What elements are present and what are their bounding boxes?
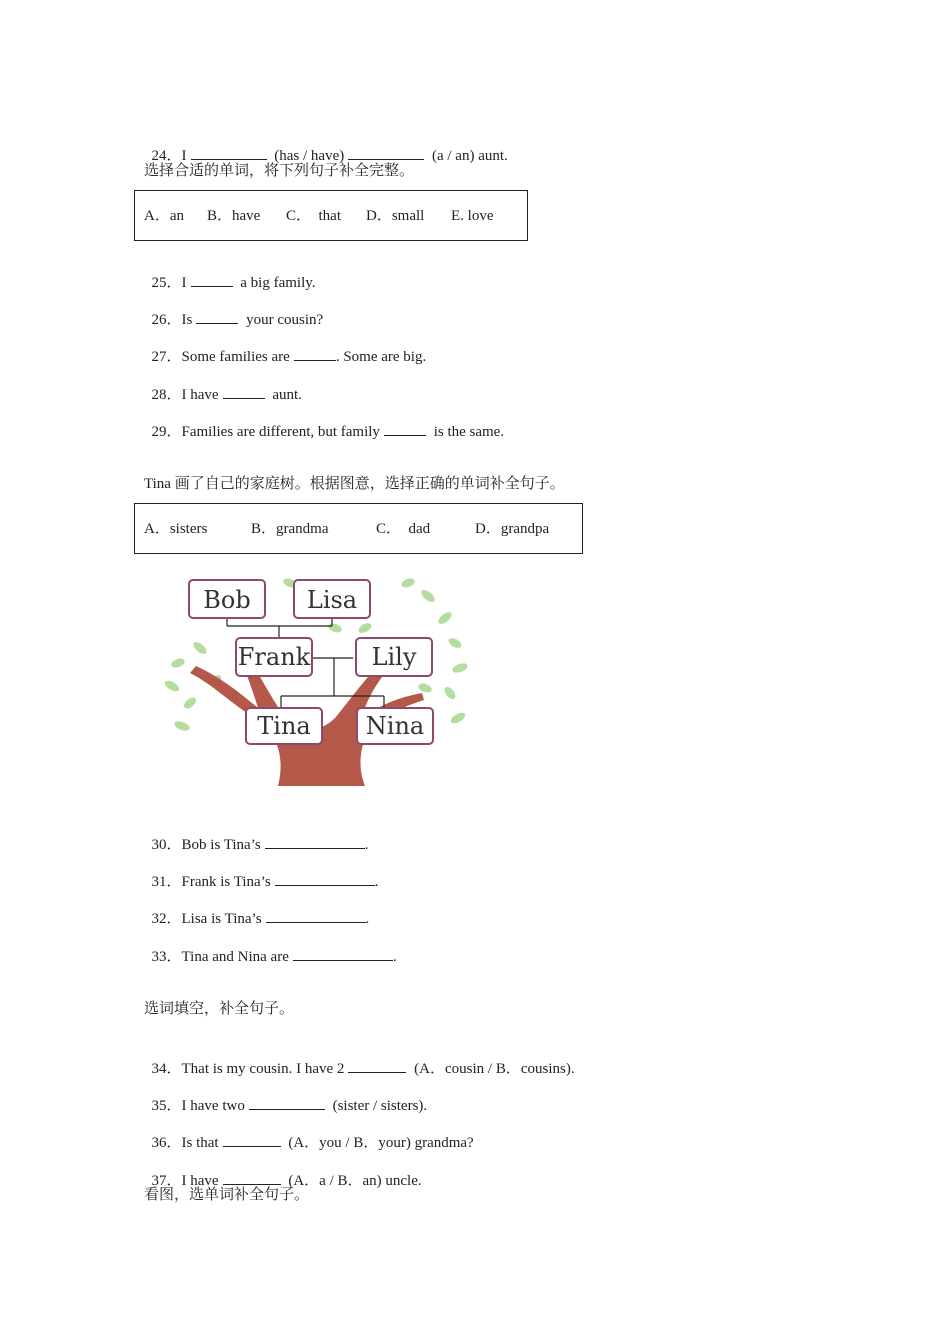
- question-26: 26．Is your cousin?: [144, 288, 323, 330]
- question-30: 30．Bob is Tina’s .: [144, 813, 368, 855]
- option-b: B．grandma: [251, 521, 329, 537]
- answer-blank[interactable]: [348, 144, 424, 160]
- question-24: 24．I (has / have) (a / an) aunt.: [144, 124, 508, 166]
- question-29: 29．Families are different, but family is the same.: [144, 400, 504, 442]
- section-instruction: 选词填空，补全句子。: [144, 1001, 295, 1017]
- option-a: A．an: [144, 208, 184, 224]
- tree-name-lisa: Lisa: [306, 586, 358, 614]
- question-27: 27．Some families are . Some are big.: [144, 325, 426, 367]
- answer-blank[interactable]: [266, 907, 366, 923]
- tree-name-tina: Tina: [257, 712, 311, 740]
- answer-blank[interactable]: [196, 308, 238, 324]
- option-a: A．sisters: [144, 521, 208, 537]
- answer-blank[interactable]: [191, 144, 267, 160]
- option-b: B．have: [207, 208, 261, 224]
- option-c: C． that: [286, 208, 341, 224]
- question-28: 28．I have aunt.: [144, 363, 302, 405]
- answer-blank[interactable]: [223, 383, 265, 399]
- section-instruction: 选择合适的单词，将下列句子补全完整。: [144, 163, 415, 179]
- answer-blank[interactable]: [223, 1169, 281, 1185]
- answer-blank[interactable]: [223, 1131, 281, 1147]
- question-31: 31．Frank is Tina’s .: [144, 850, 378, 892]
- options-box: [134, 503, 583, 554]
- section-instruction: 看图，选单词补全句子。: [144, 1187, 310, 1203]
- option-d: D．grandpa: [475, 521, 550, 537]
- options-box: [134, 190, 528, 241]
- option-e: E. love: [451, 208, 494, 224]
- question-37: 37．I have (A．a / B．an) uncle.: [144, 1149, 422, 1191]
- answer-blank[interactable]: [384, 420, 426, 436]
- tree-name-lily: Lily: [371, 643, 417, 671]
- question-36: 36．Is that (A．you / B．your) grandma?: [144, 1111, 474, 1153]
- answer-blank[interactable]: [191, 271, 233, 287]
- tree-name-bob: Bob: [203, 586, 251, 614]
- tree-name-nina: Nina: [365, 712, 425, 740]
- answer-blank[interactable]: [265, 833, 365, 849]
- question-25: 25．I a big family.: [144, 251, 316, 293]
- answer-blank[interactable]: [249, 1094, 325, 1110]
- option-c: C． dad: [376, 521, 431, 537]
- answer-blank[interactable]: [293, 945, 393, 961]
- answer-blank[interactable]: [348, 1057, 406, 1073]
- tree-name-frank: Frank: [237, 643, 311, 671]
- question-33: 33．Tina and Nina are .: [144, 925, 397, 967]
- answer-blank[interactable]: [275, 870, 375, 886]
- option-d: D．small: [366, 208, 425, 224]
- question-34: 34．That is my cousin. I have 2 (A．cousin / B．cousins).: [144, 1037, 575, 1079]
- answer-blank[interactable]: [294, 345, 336, 361]
- section-instruction: Tina 画了自己的家庭树。根据图意，选择正确的单词补全句子。: [144, 476, 565, 492]
- question-32: 32．Lisa is Tina’s .: [144, 887, 369, 929]
- family-tree-image: [160, 568, 480, 786]
- question-35: 35．I have two (sister / sisters).: [144, 1074, 427, 1116]
